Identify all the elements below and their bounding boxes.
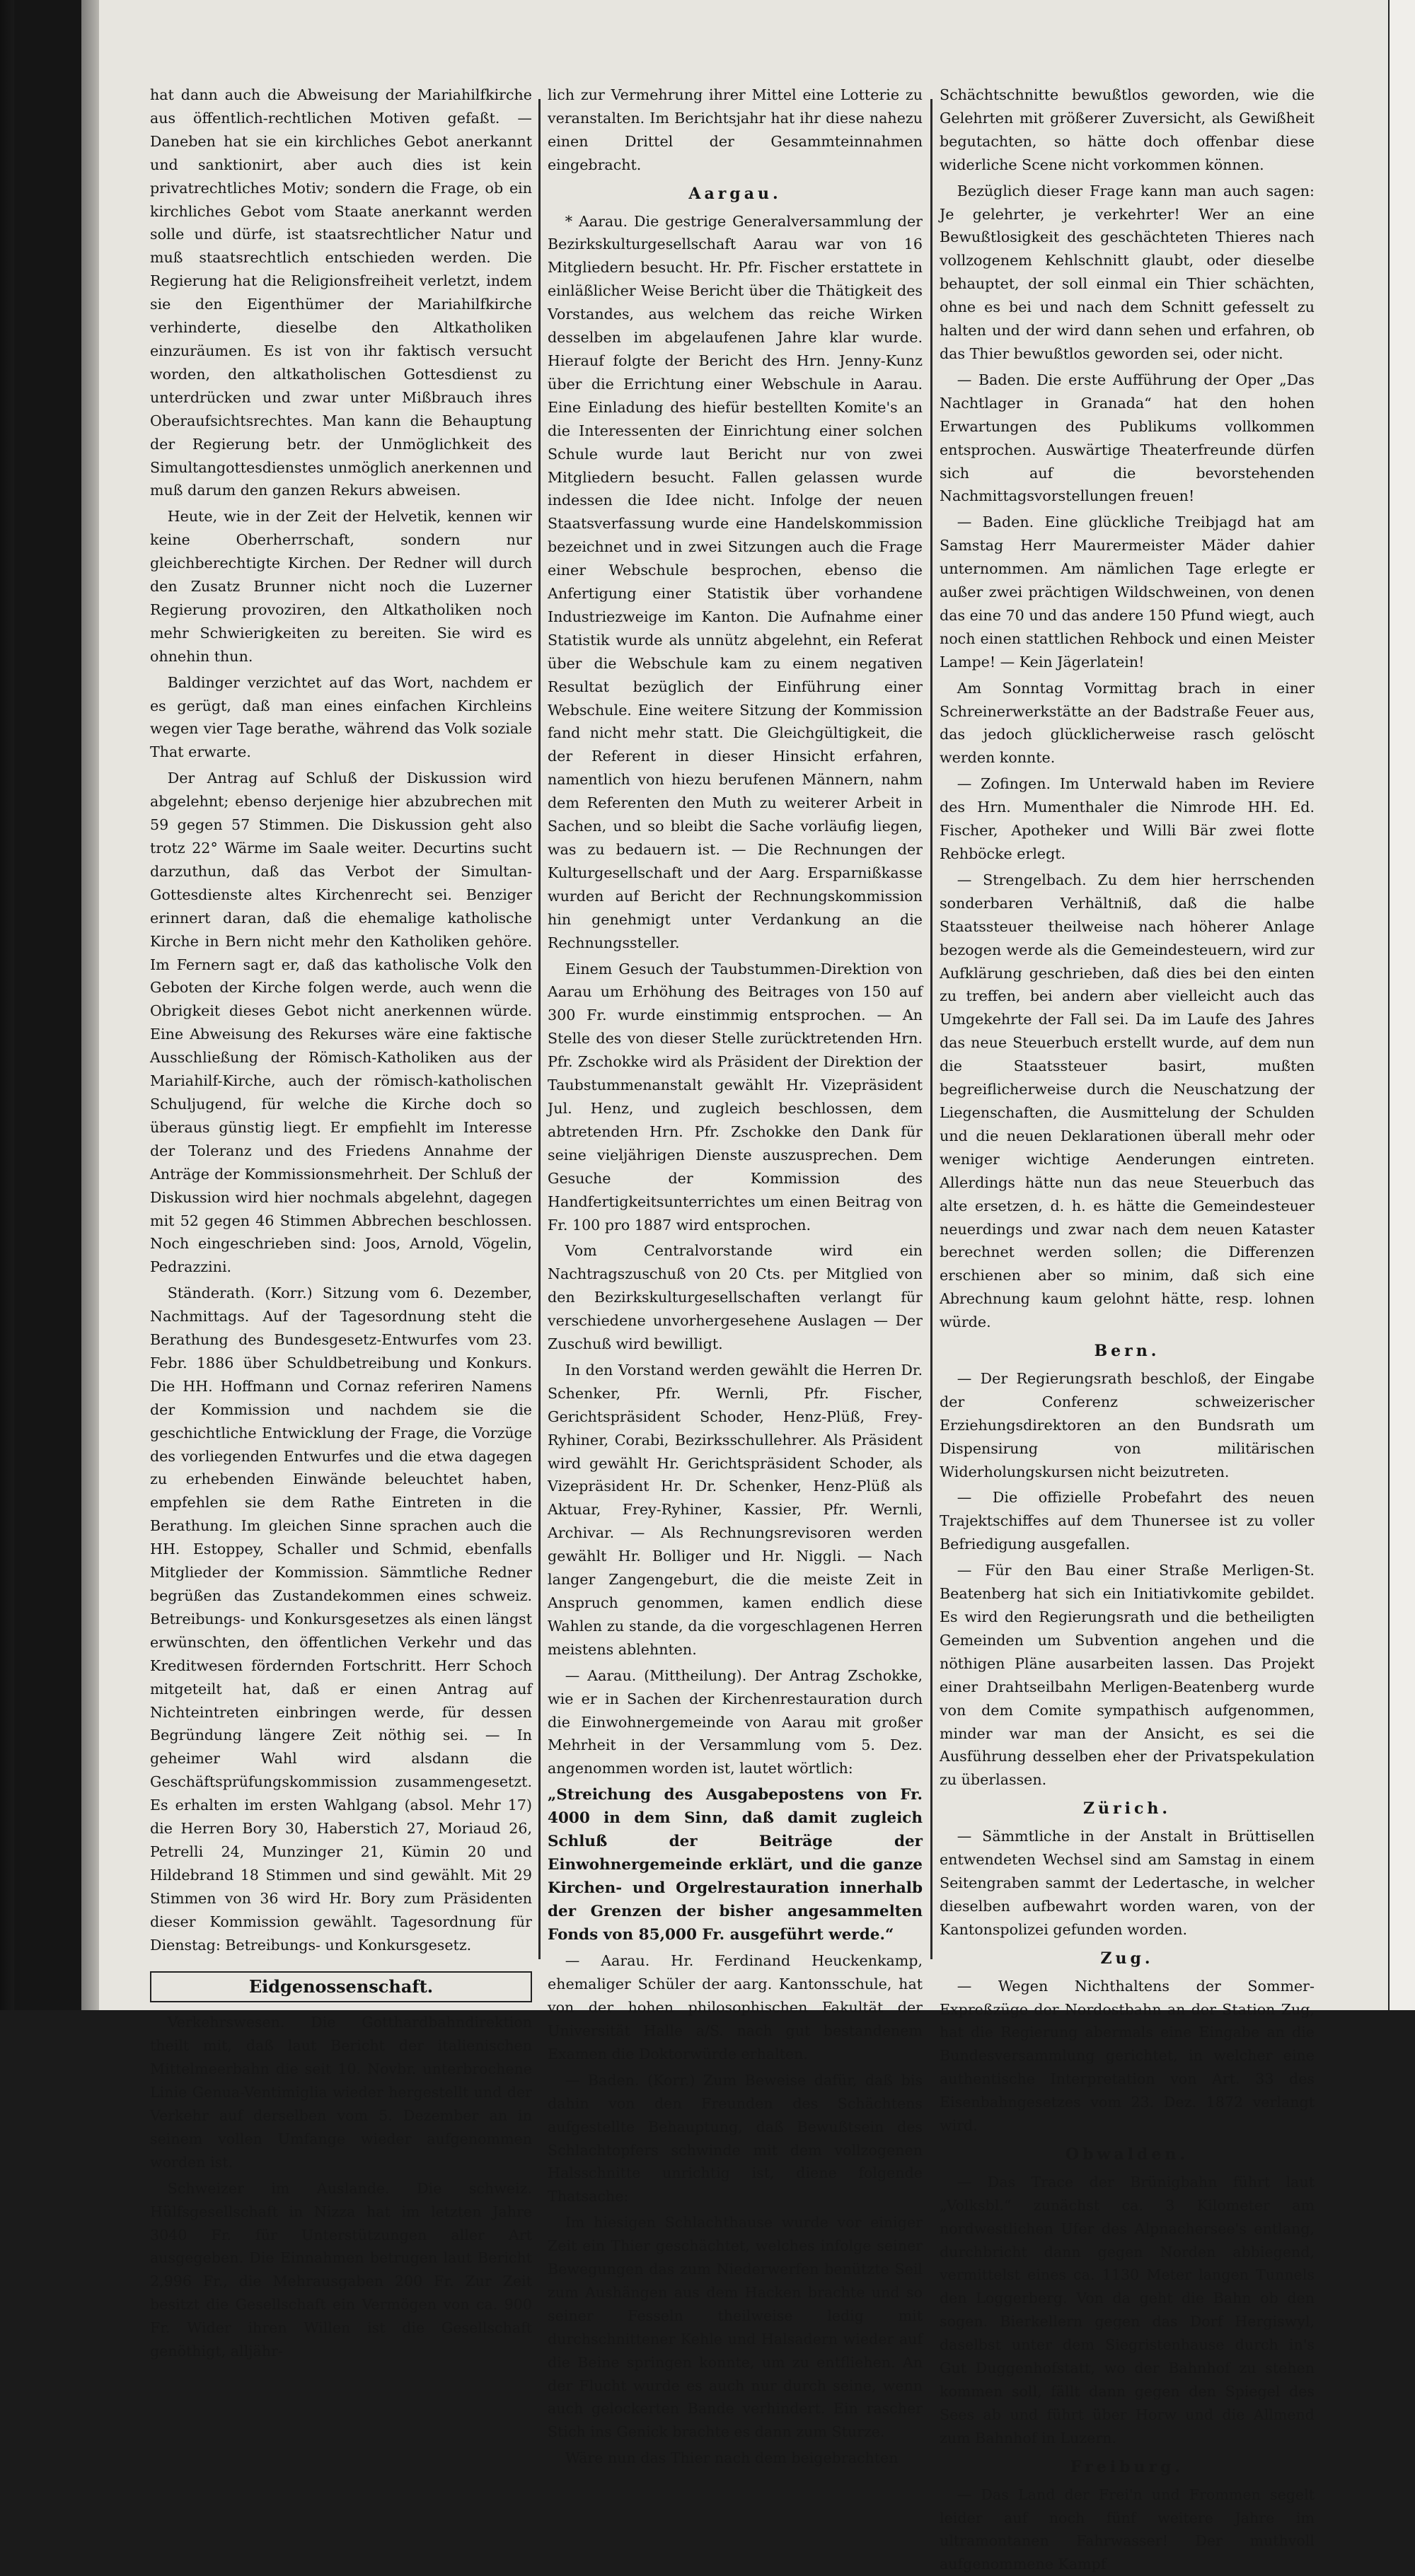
paragraph: — Aarau. Hr. Ferdinand Heuckenkamp, ehemaliger Schüler der aarg. Kantonsschule, hat von der hohen philosophischen Fakultät der Universität Halle a/S. nach gut bestandenem Examen die Doktorwürde erhalten.: [548, 1952, 923, 2062]
section-heading-zuerich: Zürich.: [1082, 1799, 1172, 1818]
paragraph: — Wegen Nichthaltens der Sommer-Expreßzüge der Nordostbahn an der Station Zug, hat die Regierung abermals eine Eingabe an die Bundesversammlung gerichtet, in welcher eine authentische Interpretation von Art. 33 des Eisenbahngesetzes vom 23. Dez. 1872 verlangt wird.: [940, 1977, 1315, 2135]
paragraph: — Strengelbach. Zu dem hier herrschenden sonderbaren Verhältniß, daß die halbe Staatssteuer theilweise nach höherer Anlage bezogen werde als die Gemeindesteuern, wird zur Aufklärung geschrieben, daß dies bei den einten zu treffen, bei andern aber vielleicht auch das Umgekehrte der Fall sei. Da im Laufe des Jahres das neue Steuerbuch erstellt wurde, auf dem nun die Staatssteuer basirt, mußten begreiflicherweise durch die Neuschatzung der Liegenschaften, die Ausmittelung der Schulden und die neuen Deklarationen überall mehr oder weniger wichtige Aenderungen eintreten. Allerdings hätte nun das neue Steuerbuch das alte ersetzen, d. h. es hätte die Gemeindesteuer neuerdings und zwar nach dem neuen Kataster berechnet werden sollen; die Differenzen erschienen aber so minim, daß sich eine Abrechnung kaum gelohnt hätte, resp. lohnen würde.: [940, 871, 1315, 1331]
paragraph: * Aarau. Die gestrige Generalversammlung der Bezirkskulturgesellschaft Aarau war von 16 Mitgliedern besucht. Hr. Pfr. Fischer erstattete in einläßlicher Weise Bericht über die Thätigkeit des Vorstandes, aus welchem das reiche Wirken desselben im abgelaufenen Jahre klar wurde. Hierauf folgte der Bericht des Hrn. Jenny-Kunz über die Errichtung einer Webschule in Aarau. Eine Einladung des hiefür bestellten Komite's an die Interessenten der Einrichtung einer solchen Schule wurde laut Bericht nur von zwei Mitgliedern besucht. Fallen gelassen wurde indessen die Idee nicht. Infolge der neuen Staatsverfassung wurde eine Handelskommission bezeichnet und in zwei Sitzungen auch die Frage einer Webschule besprochen, ebenso die Anfertigung einer Statistik über vorhandene Industriezweige im Kanton. Die Aufnahme einer Statistik wurde als unnütz abgelehnt, ein Referat über die Webschule kam zu einem negativen Resultat bezüglich der Einführung einer Webschule. Eine weitere Sitzung der Kommission fand nicht mehr statt. Die Gleichgültigkeit, die der Referent in dieser Hinsicht erfahren, namentlich von hiezu berufenen Männern, nahm dem Referenten den Muth zu weiterer Arbeit in Sachen, und so bleibt die Sache vorläufig liegen, was zu bedauern ist. — Die Rechnungen der Kulturgesellschaft und der Aarg. Ersparnißkasse wurden auf Bericht der Rechnungskommission hin genehmigt unter Verdankung an die Rechnungssteller.: [548, 212, 923, 951]
page-right-trim: [1388, 0, 1415, 2010]
section-heading-zug: Zug.: [1100, 1949, 1154, 1968]
paragraph: — Zofingen. Im Unterwald haben im Reviere des Hrn. Mumenthaler die Nimrode HH. Ed. Fischer, Apotheker und Willi Bär zwei flotte Rehböcke erlegt.: [940, 775, 1315, 862]
quoted-motion: „Streichung des Ausgabepostens von Fr. 4000 in dem Sinn, daß damit zugleich Schluß der Beiträge der Einwohnergemeinde erklärt, und die ganze Kirchen- und Orgelrestauration innerhalb der Grenzen der bisher angesammelten Fonds von 85,000 Fr. ausgeführt werde.“: [548, 1786, 923, 1944]
section-heading-obwalden: Obwalden.: [1065, 2145, 1189, 2164]
paragraph: Heute, wie in der Zeit der Helvetik, kennen wir keine Oberherrschaft, sondern nur gleichberechtigte Kirchen. Der Redner will durch den Zusatz Brunner nicht noch die Luzerner Regierung provoziren, den Altkatholiken noch mehr Schwierigkeiten zu bereiten. Sie wird es ohnehin thun.: [150, 508, 532, 665]
paragraph: Schächtschnitte bewußtlos geworden, wie die Gelehrten mit größerer Zuversicht, als Gewißheit begutachten, so hätte doch offenbar diese widerliche Scene nicht vorkommen können.: [940, 86, 1315, 173]
section-heading-aargau: Aargau.: [688, 184, 782, 203]
column-3: [940, 83, 1315, 2573]
paragraph: — Die offizielle Probefahrt des neuen Trajektschiffes auf dem Thunersee ist zu voller Befriedigung ausgefallen.: [940, 1489, 1315, 1553]
paragraph: — Sämmtliche in der Anstalt in Brüttisellen entwendeten Wechsel sind am Samstag in einem Seitengraben sammt der Ledertasche, in welcher dieselben aufbewahrt worden waren, von der Kantonspolizei gefunden worden.: [940, 1828, 1315, 1938]
paragraph: lich zur Vermehrung ihrer Mittel eine Lotterie zu veranstalten. Im Berichtsjahr hat ihr diese nahezu einen Drittel der Gesammteinnahmen eingebracht.: [548, 86, 923, 173]
paragraph: Einem Gesuch der Taubstummen-Direktion von Aarau um Erhöhung des Beitrages von 150 auf 300 Fr. wurde einstimmig entsprochen. — An Stelle des von dieser Stelle zurücktretenden Hrn. Pfr. Zschokke wird als Präsident der Direktion der Taubstummenanstalt gewählt Hr. Vizepräsident Jul. Henz, und zugleich beschlossen, dem abtretenden Hrn. Pfr. Zschokke den Dank für seine vieljährigen Dienste auszusprechen. Dem Gesuche der Kommission des Handfertigkeitsunterrichtes um einen Beitrag von Fr. 100 pro 1887 wird entsprochen.: [548, 960, 923, 1234]
paragraph: hat dann auch die Abweisung der Mariahilfkirche aus öffentlich-rechtlichen Motiven gefaßt. — Daneben hat sie ein kirchliches Gebot anerkannt und sanktionirt, aber auch dies ist kein privatrechtliches Motiv; sondern die Frage, ob ein kirchliches Gebot vom Staate anerkannt werden solle und dürfe, ist staatsrechtlicher Natur und muß staatsrechtlich entschieden werden. Die Regierung hat die Religionsfreiheit verletzt, indem sie den Eigenthümer der Mariahilfkirche verhinderte, dieselbe den Altkatholiken einzuräumen. Es ist von ihr faktisch versucht worden, den altkatholischen Gottesdienst zu unterdrücken und zwar unter Mißbrauch ihres Oberaufsichtsrechtes. Man kann die Behauptung der Regierung betr. der Unmöglichkeit des Simultangottesdienstes unmöglich anerkennen und muß darum den ganzen Rekurs abweisen.: [150, 86, 532, 499]
paragraph: Verkehrswesen. Die Gotthardbahndirektion theilt mit, daß laut Bericht der italienischen Mittelmeerbahn die seit 10. Novbr. unterbrochene Linie Genua-Ventimiglia wieder hergestellt und der Verkehr auf derselben vom 5. Dezember an in seinem vollen Umfange wieder aufgenommen worden ist.: [150, 2014, 532, 2171]
paragraph: — Baden. Eine glückliche Treibjagd hat am Samstag Herr Maurermeister Mäder dahier unternommen. Am nämlichen Tage erlegte er außer zwei prächtigen Wildschweinen, von denen das eine 70 und das andere 150 Pfund wiegt, auch noch einen stattlichen Rehbock und einen Meister Lampe! — Kein Jägerlatein!: [940, 514, 1315, 671]
paragraph: — Das Land der Frei'n und Frommen segelt leider auf noch fünf weitere Jahre im ultramontanen Fahrwasser! Der muthvoll aufgenommene Kampf: [940, 2485, 1315, 2573]
section-heading-freiburg: Freiburg.: [1070, 2457, 1184, 2476]
paragraph: Im hiesigen Schlachthause wurde vor einiger Zeit ein Thier geschächtet, welches infolge seiner Bewegungen das zum Niederwerfen benützte Seil zum Aushängen aus dem Hacken brachte und so seiner Fesseln theilweise ledig mit durchschnittener Kehle und Halsadern wieder auf die Beine springen konnte, um zu entfliehen. An der Flucht wurde es auch nur durch seine, wenn auch gelockerten Bande verhindert. Ein rascher Stich ins Genick brachte es dann zum Sturze.: [548, 2214, 923, 2441]
column-2: [548, 83, 923, 2467]
paragraph: Bezüglich dieser Frage kann man auch sagen: Je gelehrter, je verkehrter! Wer an eine Bewußtlosigkeit des geschächteten Thieres nach vollzogenem Kehlschnitt glaubt, oder dieselbe behauptet, der soll einmal ein Thier schächten, ohne es bei und nach dem Schnitt gefesselt zu halten und der wird dann sehen und erfahren, ob das Thier bewußtlos geworden sei, oder nicht.: [940, 182, 1315, 362]
paragraph: — Der Regierungsrath beschloß, der Eingabe der Conferenz schweizerischer Erziehungsdirektoren an den Bundsrath um Dispensirung von militärischen Widerholungskursen nicht beizutreten.: [940, 1369, 1315, 1480]
paragraph: — Das Trace der Brünigbahn führt laut „Volksbl.“ zunächst ca. 3 Kilometer am nordwestlichen Ufer des Alpnachersee's entlang, durchbricht dann gegen Norden abbiegend, vermittelst eines ca. 1130 Meter langen Tunnels den Loggerberg. Von da geht die Bahn ob den sogen. Bierkellern gegen das Dorf Hergiswyl, daselbst unter dem Siegristenhause durch in's Gut Duggenhofstatt, wo der Bahnhof zu stehen kommen soll, fällt dann gegen den Spiegel des Sees ab und führt über Horw und die Allmend zum Bahnhof in Luzern.: [940, 2173, 1315, 2447]
scanner-dark-edge: [14, 0, 81, 2010]
paragraph: — Baden. Die erste Aufführung der Oper „Das Nachtlager in Granada“ hat den hohen Erwartungen des Publikums vollkommen entsprochen. Auswärtige Theaterfreunde dürfen sich auf die bevorstehenden Nachmittagsvorstellungen freuen!: [940, 371, 1315, 505]
column-rule-2: [930, 99, 932, 1959]
section-heading-bern: Bern.: [1094, 1342, 1160, 1361]
paragraph: Vom Centralvorstande wird ein Nachtragszuschuß von 20 Cts. per Mitglied von den Bezirkskulturgesellschaften verlangt für verschiedene unvorhergesehene Auslagen — Der Zuschuß wird bewilligt.: [548, 1242, 923, 1353]
paragraph: — Für den Bau einer Straße Merligen-St. Beatenberg hat sich ein Initiativkomite gebildet. Es wird den Regierungsrath und die betheiligten Gemeinden um Subvention angehen und die nöthigen Pläne ausarbeiten lassen. Das Projekt einer Drahtseilbahn Merligen-Beatenberg wurde von dem Comite sympathisch aufgenommen, minder war man der Ansicht, es sei die Ausführung desselben eher der Privatspekulation zu überlassen.: [940, 1562, 1315, 1789]
column-1: [150, 83, 532, 2360]
paragraph: — Baden. (Korr.) Zum Beweise dafür, daß bis dahin von den Freunden des Schächtens aufgestellte Behauptung, daß Bewußtsein des Schlachtopfers schwinde mit dem vollzogenen Halsschnitte unrichtig ist, diene folgende Thatsache:: [548, 2071, 923, 2205]
paragraph: In den Vorstand werden gewählt die Herren Dr. Schenker, Pfr. Wernli, Pfr. Fischer, Gerichtspräsident Schoder, Henz-Plüß, Frey-Ryhiner, Corabi, Bezirksschullehrer. Als Präsident wird gewählt Hr. Gerichtspräsident Schoder, als Vizepräsident Hr. Dr. Schenker, Henz-Plüß als Aktuar, Frey-Ryhiner, Kassier, Pfr. Wernli, Archivar. — Als Rechnungsrevisoren werden gewählt Hr. Bolliger und Hr. Niggli. — Nach langer Zangengeburt, die die meiste Zeit in Anspruch genommen, kamen endlich diese Wahlen zu stande, da die vorgeschlagenen Herren meistens ablehnten.: [548, 1361, 923, 1658]
paragraph: — Aarau. (Mittheilung). Der Antrag Zschokke, wie er in Sachen der Kirchenrestauration durch die Einwohnergemeinde von Aarau mit großer Mehrheit in der Versammlung vom 5. Dez. angenommen worden ist, lautet wörtlich:: [548, 1666, 923, 1777]
paragraph: Wäre nun das Thier nach dem beigebrachten: [565, 2449, 899, 2467]
section-heading-eidgenossenschaft: Eidgenossenschaft.: [150, 1971, 532, 2003]
paragraph: Der Antrag auf Schluß der Diskussion wird abgelehnt; ebenso derjenige hier abzubrechen mit 59 gegen 57 Stimmen. Die Diskussion geht also trotz 22° Wärme im Saale weiter. Decurtins sucht darzuthun, daß das Verbot der Simultan-Gottesdienste altes Kirchenrecht sei. Benziger erinnert daran, daß die ehemalige katholische Kirche in Bern nicht mehr den Katholiken gehöre. Im Fernern sagt er, daß das katholische Volk den Geboten der Kirche folgen werde, auch wenn die Obrigkeit dieses Gebot nicht anerkennen würde. Eine Abweisung des Rekurses wäre eine faktische Ausschließung der Römisch-Katholiken aus der Mariahilf-Kirche, auch der römisch-katholischen Schuljugend, für welche die Kirche doch so überaus günstig liegt. Er empfiehlt im Interesse der Toleranz und des Friedens Annahme der Anträge der Kommissionsmehrheit. Der Schluß der Diskussion wird hier nochmals abgelehnt, dagegen mit 52 gegen 46 Stimmen Abbrechen beschlossen. Noch eingeschrieben sind: Joos, Arnold, Vögelin, Pedrazzini.: [150, 770, 532, 1276]
paragraph: Baldinger verzichtet auf das Wort, nachdem er es gerügt, daß man eines einfachen Kirchleins wegen vier Tage berathe, während das Volk soziale That erwarte.: [150, 673, 532, 761]
paragraph: Am Sonntag Vormittag brach in einer Schreinerwerkstätte an der Badstraße Feuer aus, das jedoch glücklicherweise rasch gelöscht werden konnte.: [940, 679, 1315, 767]
paragraph: Ständerath. (Korr.) Sitzung vom 6. Dezember, Nachmittags. Auf der Tagesordnung steht die Berathung des Bundesgesetz-Entwurfes vom 23. Febr. 1886 über Schuldbetreibung und Konkurs. Die HH. Hoffmann und Cornaz referiren Namens der Kommission und nachdem sie die geschichtliche Entwicklung der Frage, die Vorzüge des vorliegenden Entwurfes und die etwa dagegen zu erhebenden Einwände beleuchtet haben, empfehlen sie dem Rathe Eintreten in die Berathung. Im gleichen Sinne sprachen auch die HH. Estoppey, Schaller und Schmid, ebenfalls Mitglieder der Kommission. Sämmtliche Redner begrüßen das Zustandekommen eines schweiz. Betreibungs- und Konkursgesetzes als einen längst erwünschten, den öffentlichen Verkehr und das Kreditwesen fördernden Fortschritt. Herr Schoch mitgeteilt hat, daß er einen Antrag auf Nichteintreten einbringen werde, für dessen Begründung längere Zeit nöthig sei. — In geheimer Wahl wird alsdann die Geschäftsprüfungskommission zusammengesetzt. Es erhalten im ersten Wahlgang (absol. Mehr 17) die Herren Bory 30, Haberstich 27, Moriaud 26, Petrelli 24, Munzinger 21, Kümin 20 und Hildebrand 18 Stimmen und sind gewählt. Mit 29 Stimmen von 36 wird Hr. Bory zum Präsidenten dieser Kommission gewählt. Tagesordnung für Dienstag: Betreibungs- und Konkursgesetz.: [150, 1284, 532, 1954]
paragraph: Schweizer im Auslande. Die schweiz. Hülfsgesellschaft in Nizza hat im letzten Jahre 3040 Fr. für Unterstützungen aller Art ausgegeben. Die Einnahmen betrugen laut Bericht 2,996 Fr., die Mehrausgaben 200 Fr. Zur Zeit besitzt die Gesellschaft ein Vermögen von ca. 900 Fr. Wider ihren Willen ist die Gesellschaft genöthigt, alljähr-: [150, 2179, 532, 2360]
column-rule-1: [538, 99, 541, 1959]
